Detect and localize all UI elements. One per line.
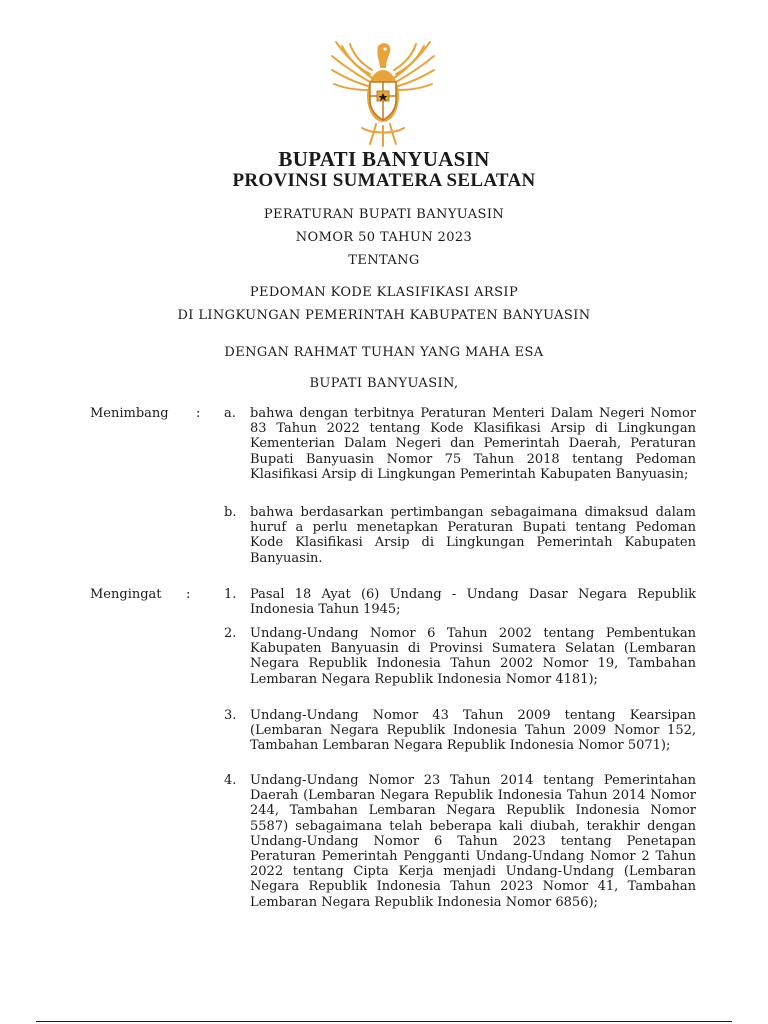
preamble-authority: BUPATI BANYUASIN,: [309, 376, 459, 391]
province-title: PROVINSI SUMATERA SELATAN: [232, 170, 536, 191]
mengingat-item-marker: 1.: [224, 587, 237, 602]
mengingat-label: Mengingat: [90, 587, 162, 602]
regulation-type: PERATURAN BUPATI BANYUASIN: [263, 207, 505, 222]
mengingat-item-marker: 3.: [224, 708, 237, 723]
page-bottom-rule: [36, 1021, 732, 1022]
menimbang-item-marker: b.: [224, 505, 237, 520]
mengingat-item-marker: 2.: [224, 626, 237, 641]
mengingat-item-text: Undang-Undang Nomor 43 Tahun 2009 tentang Kearsipan (Lembaran Negara Republik Indonesia Tahun 2009 Nomor 152, Tambahan Lembaran Negara Republik Indonesia Nomor 5071);: [250, 708, 696, 754]
menimbang-colon: :: [196, 406, 201, 421]
menimbang-label: Menimbang: [90, 406, 169, 421]
regulation-subject-line1: PEDOMAN KODE KLASIFIKASI ARSIP: [249, 285, 519, 300]
menimbang-item-text: bahwa dengan terbitnya Peraturan Menteri Dalam Negeri Nomor 83 Tahun 2022 tentang Kode Klasifikasi Arsip di Lingkungan Kementerian Dalam Negeri dan Pemerintah Daerah, Peraturan Bupati Banyuasin Nomor 75 Tahun 2018 tentang Pedoman Klasifikasi Arsip di Lingkungan Pemerintah Kabupaten Banyuasin;: [250, 406, 696, 482]
mengingat-colon: :: [186, 587, 191, 602]
issuer-title: BUPATI BANYUASIN: [278, 147, 490, 171]
garuda-pancasila-emblem-icon: [328, 38, 438, 148]
preamble-grace: DENGAN RAHMAT TUHAN YANG MAHA ESA: [224, 345, 544, 360]
mengingat-item-text: Undang-Undang Nomor 23 Tahun 2014 tentang Pemerintahan Daerah (Lembaran Negara Republik Indonesia Tahun 2014 Nomor 244, Tambahan Lembaran Negara Republik Indonesia Nomor 5587) sebagaimana telah beberapa kali diubah, terakhir dengan Undang-Undang Nomor 6 Tahun 2023 tentang Penetapan Peraturan Pemerintah Pengganti Undang-Undang Nomor 2 Tahun 2022 tentang Cipta Kerja menjadi Undang-Undang (Lembaran Negara Republik Indonesia Tahun 2023 Nomor 41, Tambahan Lembaran Negara Republik Indonesia Nomor 6856);: [250, 773, 696, 910]
mengingat-item-marker: 4.: [224, 773, 237, 788]
regulation-about: TENTANG: [348, 253, 420, 268]
regulation-subject-line2: DI LINGKUNGAN PEMERINTAH KABUPATEN BANYUASIN: [177, 308, 591, 323]
regulation-number: NOMOR 50 TAHUN 2023: [295, 230, 473, 245]
menimbang-item-marker: a.: [224, 406, 236, 421]
mengingat-item-text: Pasal 18 Ayat (6) Undang - Undang Dasar Negara Republik Indonesia Tahun 1945;: [250, 587, 696, 618]
menimbang-item-text: bahwa berdasarkan pertimbangan sebagaimana dimaksud dalam huruf a perlu menetapkan Peraturan Bupati tentang Pedoman Kode Klasifikasi Arsip di Lingkungan Pemerintah Kabupaten Banyuasin.: [250, 505, 696, 566]
mengingat-item-text: Undang-Undang Nomor 6 Tahun 2002 tentang Pembentukan Kabupaten Banyuasin di Provinsi Sumatera Selatan (Lembaran Negara Republik Indonesia Tahun 2002 Nomor 19, Tambahan Lembaran Negara Republik Indonesia Nomor 4181);: [250, 626, 696, 687]
